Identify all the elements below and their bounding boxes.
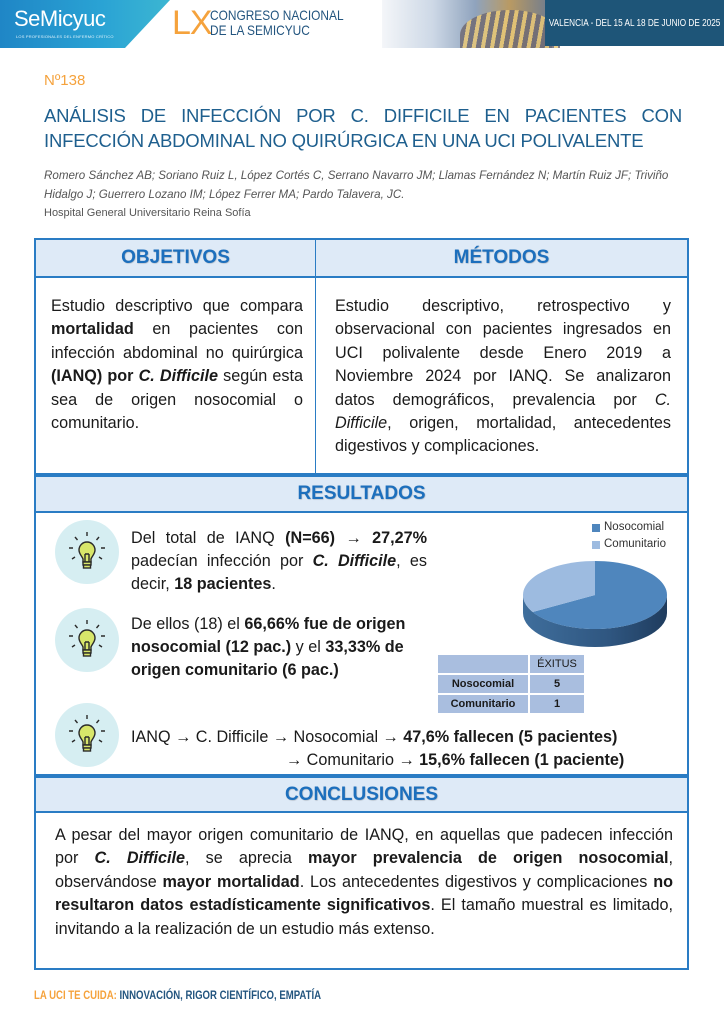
metodos-body (315, 278, 689, 475)
conclusiones-body (34, 813, 689, 970)
objetivos-text (51, 295, 303, 435)
text-run: Del total de IANQ (131, 529, 286, 547)
emphasis: 15,6% fallecen (1 paciente) (419, 751, 625, 769)
result-item-2 (131, 613, 431, 682)
legend-item-nosocomial (592, 519, 666, 536)
objetivos-body (34, 278, 316, 475)
lightbulb-icon (55, 703, 119, 767)
dates-text: VALENCIA - DEL 15 AL 18 DE JUNIO DE 2025 (548, 17, 721, 29)
row-label: Comunitario (438, 695, 528, 713)
slogan-lead: LA UCI TE CUIDA: (34, 988, 117, 1002)
chart-legend (592, 519, 666, 553)
conclusiones-text (55, 824, 673, 941)
lightbulb-icon (55, 520, 119, 584)
text-run: según esta sea de origen nosocomial o comunitario. (51, 367, 304, 433)
text-run: A pesar del mayor origen comunitario de IANQ, en aquellas que padecen infección por (55, 826, 673, 868)
emphasis-cdifficile: C. Difficile (335, 390, 671, 433)
emphasis-cdifficile: C. Difficile (138, 367, 219, 386)
conclusiones-heading: CONCLUSIONES (34, 776, 689, 813)
origin-pie-chart (515, 555, 675, 655)
emphasis: (N=66) (285, 529, 336, 547)
table-header-cell: ÉXITUS (530, 655, 584, 673)
emphasis: 33,33% de origen comunitario (6 pac.) (131, 638, 404, 679)
result-item-1 (131, 527, 427, 596)
row-label: Nosocomial (438, 675, 528, 693)
lightbulb-icon (55, 608, 119, 672)
legend-item-comunitario (592, 536, 666, 553)
row-value: 1 (530, 695, 584, 713)
footer-slogan (34, 988, 321, 1002)
logo-tagline: LOS PROFESIONALES DEL ENFERMO CRÍTICO (16, 34, 114, 39)
objetivos-heading: OBJETIVOS (34, 238, 316, 278)
poster-number: Nº138 (44, 72, 86, 89)
emphasis-cdifficile: C. Difficile (94, 849, 185, 868)
text-run: IANQ → C. Difficile → Nosocomial → (131, 728, 404, 746)
result-line-nosocomial (131, 726, 661, 749)
institution: Hospital General Universitario Reina Sofía (44, 207, 251, 219)
metodos-text (335, 295, 671, 459)
emphasis: mayor mortalidad (162, 872, 300, 891)
resultados-heading: RESULTADOS (34, 475, 689, 513)
emphasis: 18 pacientes (174, 575, 272, 593)
text-run: , es decir, (131, 552, 427, 593)
text-run: padecían infección por (131, 552, 313, 570)
congress-line-1: CONGRESO NACIONAL (210, 7, 344, 23)
emphasis-mortalidad: mortalidad (51, 320, 134, 339)
table-row (438, 695, 584, 713)
text-run: , origen, mortalidad, antecedentes digestivos y complicaciones. (335, 414, 671, 456)
emphasis: 66,66% fue de origen nosocomial (12 pac.) (131, 615, 406, 656)
text-run: en pacientes con infección abdominal no quirúrgica (51, 320, 303, 362)
legend-swatch (592, 524, 600, 532)
slogan-rest: INNOVACIÓN, RIGOR CIENTÍFICO, EMPATÍA (119, 988, 322, 1002)
congress-dates (545, 0, 724, 46)
text-run: De ellos (18) el (131, 615, 245, 633)
header-banner (0, 0, 724, 48)
authors: Romero Sánchez AB; Soriano Ruiz L, López Cortés C, Serrano Navarro JM; Llamas Fernández N; Martín Ruiz JF; Triviño Hidalgo J; Guerrero Lozano IM; López Ferrer MA; Pardo Talavera, JC. (44, 169, 669, 201)
exitus-table (436, 653, 586, 715)
text-run: y el (291, 638, 326, 656)
text-run: Estudio descriptivo que compara (51, 297, 303, 315)
emphasis: 27,27% (372, 529, 427, 547)
poster-title: ANÁLISIS DE INFECCIÓN POR C. DIFFICILE EN PACIENTES CON INFECCIÓN ABDOMINAL NO QUIRÚRGICA EN UNA UCI POLIVALENTE (44, 105, 682, 151)
emphasis-cdifficile: C. Difficile (312, 552, 397, 570)
text-run: Estudio descriptivo, retrospectivo y observacional con pacientes ingresados en UCI polivalente desde Enero 2019 a Noviembre 2024 por IANQ. Se analizaron datos demográficos, prevalencia por (335, 297, 671, 409)
congress-name (210, 8, 344, 38)
result-line-comunitario (131, 749, 661, 772)
table-header-row (438, 655, 584, 673)
legend-swatch (592, 541, 600, 549)
text-run: . Los antecedentes digestivos y complicaciones (299, 872, 654, 891)
text-run: . (271, 575, 276, 593)
legend-label: Comunitario (604, 538, 666, 550)
congress-line-2: DE LA SEMICYUC (210, 22, 310, 38)
congress-number: LX (172, 4, 212, 42)
result-item-3 (131, 726, 661, 772)
text-run: . El tamaño muestral es limitado, invitando a la realización de un estudio más extenso. (55, 896, 673, 938)
semicyuc-logo: SeMicyuc (14, 6, 106, 31)
table-header-cell (438, 655, 528, 673)
row-value: 5 (530, 675, 584, 693)
emphasis: 47,6% fallecen (5 pacientes) (403, 728, 618, 746)
metodos-heading: MÉTODOS (315, 238, 689, 278)
text-run: → Comunitario → (286, 751, 420, 769)
arrow-text: → (335, 529, 373, 547)
text-run: , se aprecia (185, 849, 309, 868)
emphasis: mayor prevalencia de origen nosocomial (308, 849, 669, 868)
emphasis: no resultaron datos estadísticamente significativos (55, 872, 673, 915)
legend-label: Nosocomial (604, 521, 665, 533)
table-row (438, 675, 584, 693)
text-run: , observándose (55, 849, 673, 891)
emphasis-ianq: (IANQ) por (51, 367, 139, 386)
